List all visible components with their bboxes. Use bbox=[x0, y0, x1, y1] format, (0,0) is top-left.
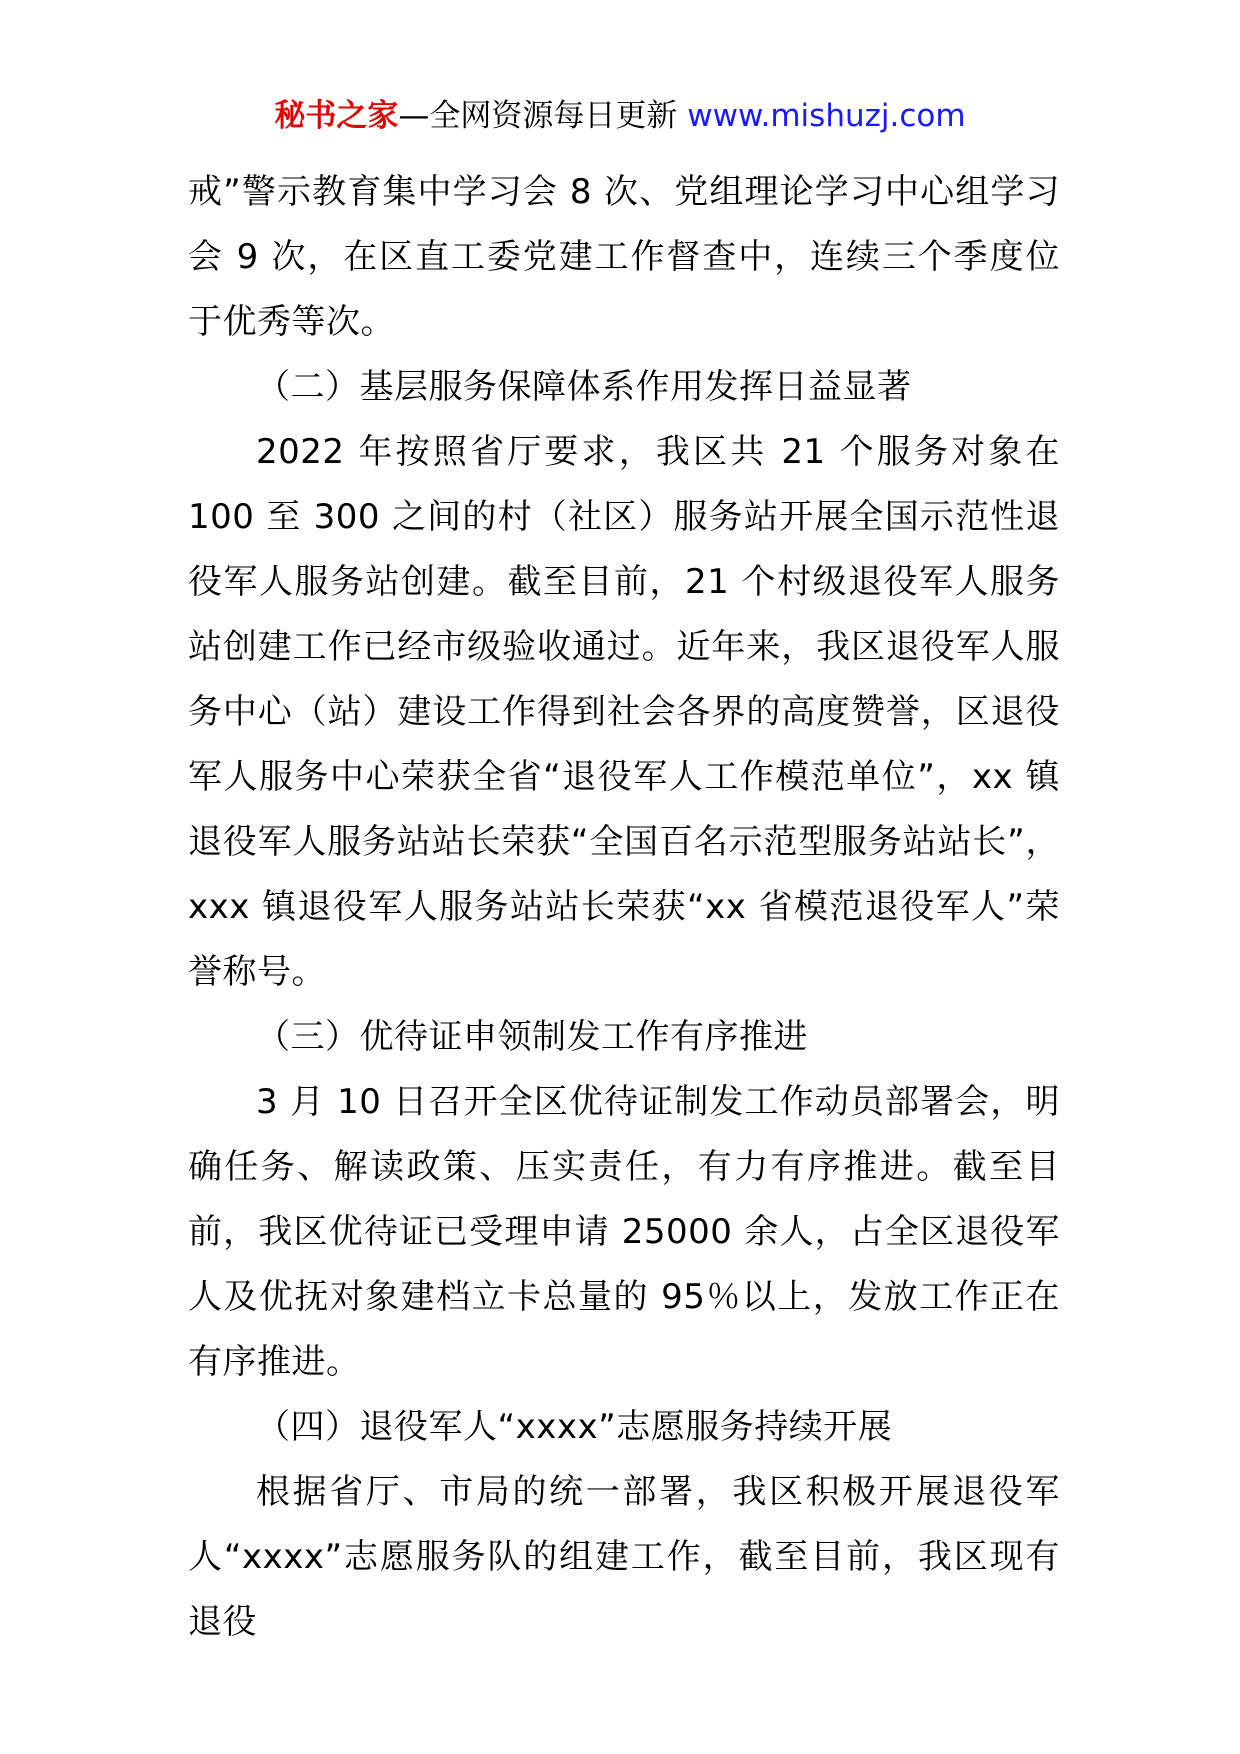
paragraph-preferential-card: 3 月 10 日召开全区优待证制发工作动员部署会，明确任务、解读政策、压实责任，有力有序推进。截至目前，我区优待证已受理申请 25000 余人，占全区退役军人及优抚对象建档立卡总量的 95％以上，发放工作正在有序推进。 bbox=[188, 1082, 1060, 1382]
paragraph-continuation: 戒”警示教育集中学习会 8 次、党组理论学习中心组学习会 9 次，在区直工委党建工作督查中，连续三个季度位于优秀等次。 bbox=[188, 172, 1060, 342]
header-tagline: —全网资源每日更新 bbox=[398, 98, 688, 134]
document-body bbox=[188, 160, 1060, 1655]
brand-name: 秘书之家 bbox=[274, 98, 399, 134]
site-header bbox=[0, 96, 1240, 136]
section-heading-2: （二）基层服务保障体系作用发挥日益显著 bbox=[256, 367, 912, 407]
site-url-link[interactable]: www.mishuzj.com bbox=[687, 98, 966, 134]
paragraph-service-stations: 2022 年按照省厅要求，我区共 21 个服务对象在 100 至 300 之间的村（社区）服务站开展全国示范性退役军人服务站创建。截至目前，21 个村级退役军人服务站创建工作已经市级验收通过。近年来，我区退役军人服务中心（站）建设工作得到社会各界的高度赞誉，区退役军人服务中心荣获全省“退役军人工作模范单位”，xx 镇退役军人服务站站长荣获“全国百名示范型服务站站长”，xxx 镇退役军人服务站站长荣获“xx 省模范退役军人”荣誉称号。 bbox=[188, 432, 1060, 992]
paragraph-volunteer-service: 根据省厅、市局的统一部署，我区积极开展退役军人“xxxx”志愿服务队的组建工作，截至目前，我区现有退役 bbox=[188, 1472, 1060, 1642]
section-heading-4: （四）退役军人“xxxx”志愿服务持续开展 bbox=[256, 1407, 893, 1447]
section-heading-3: （三）优待证申领制发工作有序推进 bbox=[256, 1017, 808, 1057]
